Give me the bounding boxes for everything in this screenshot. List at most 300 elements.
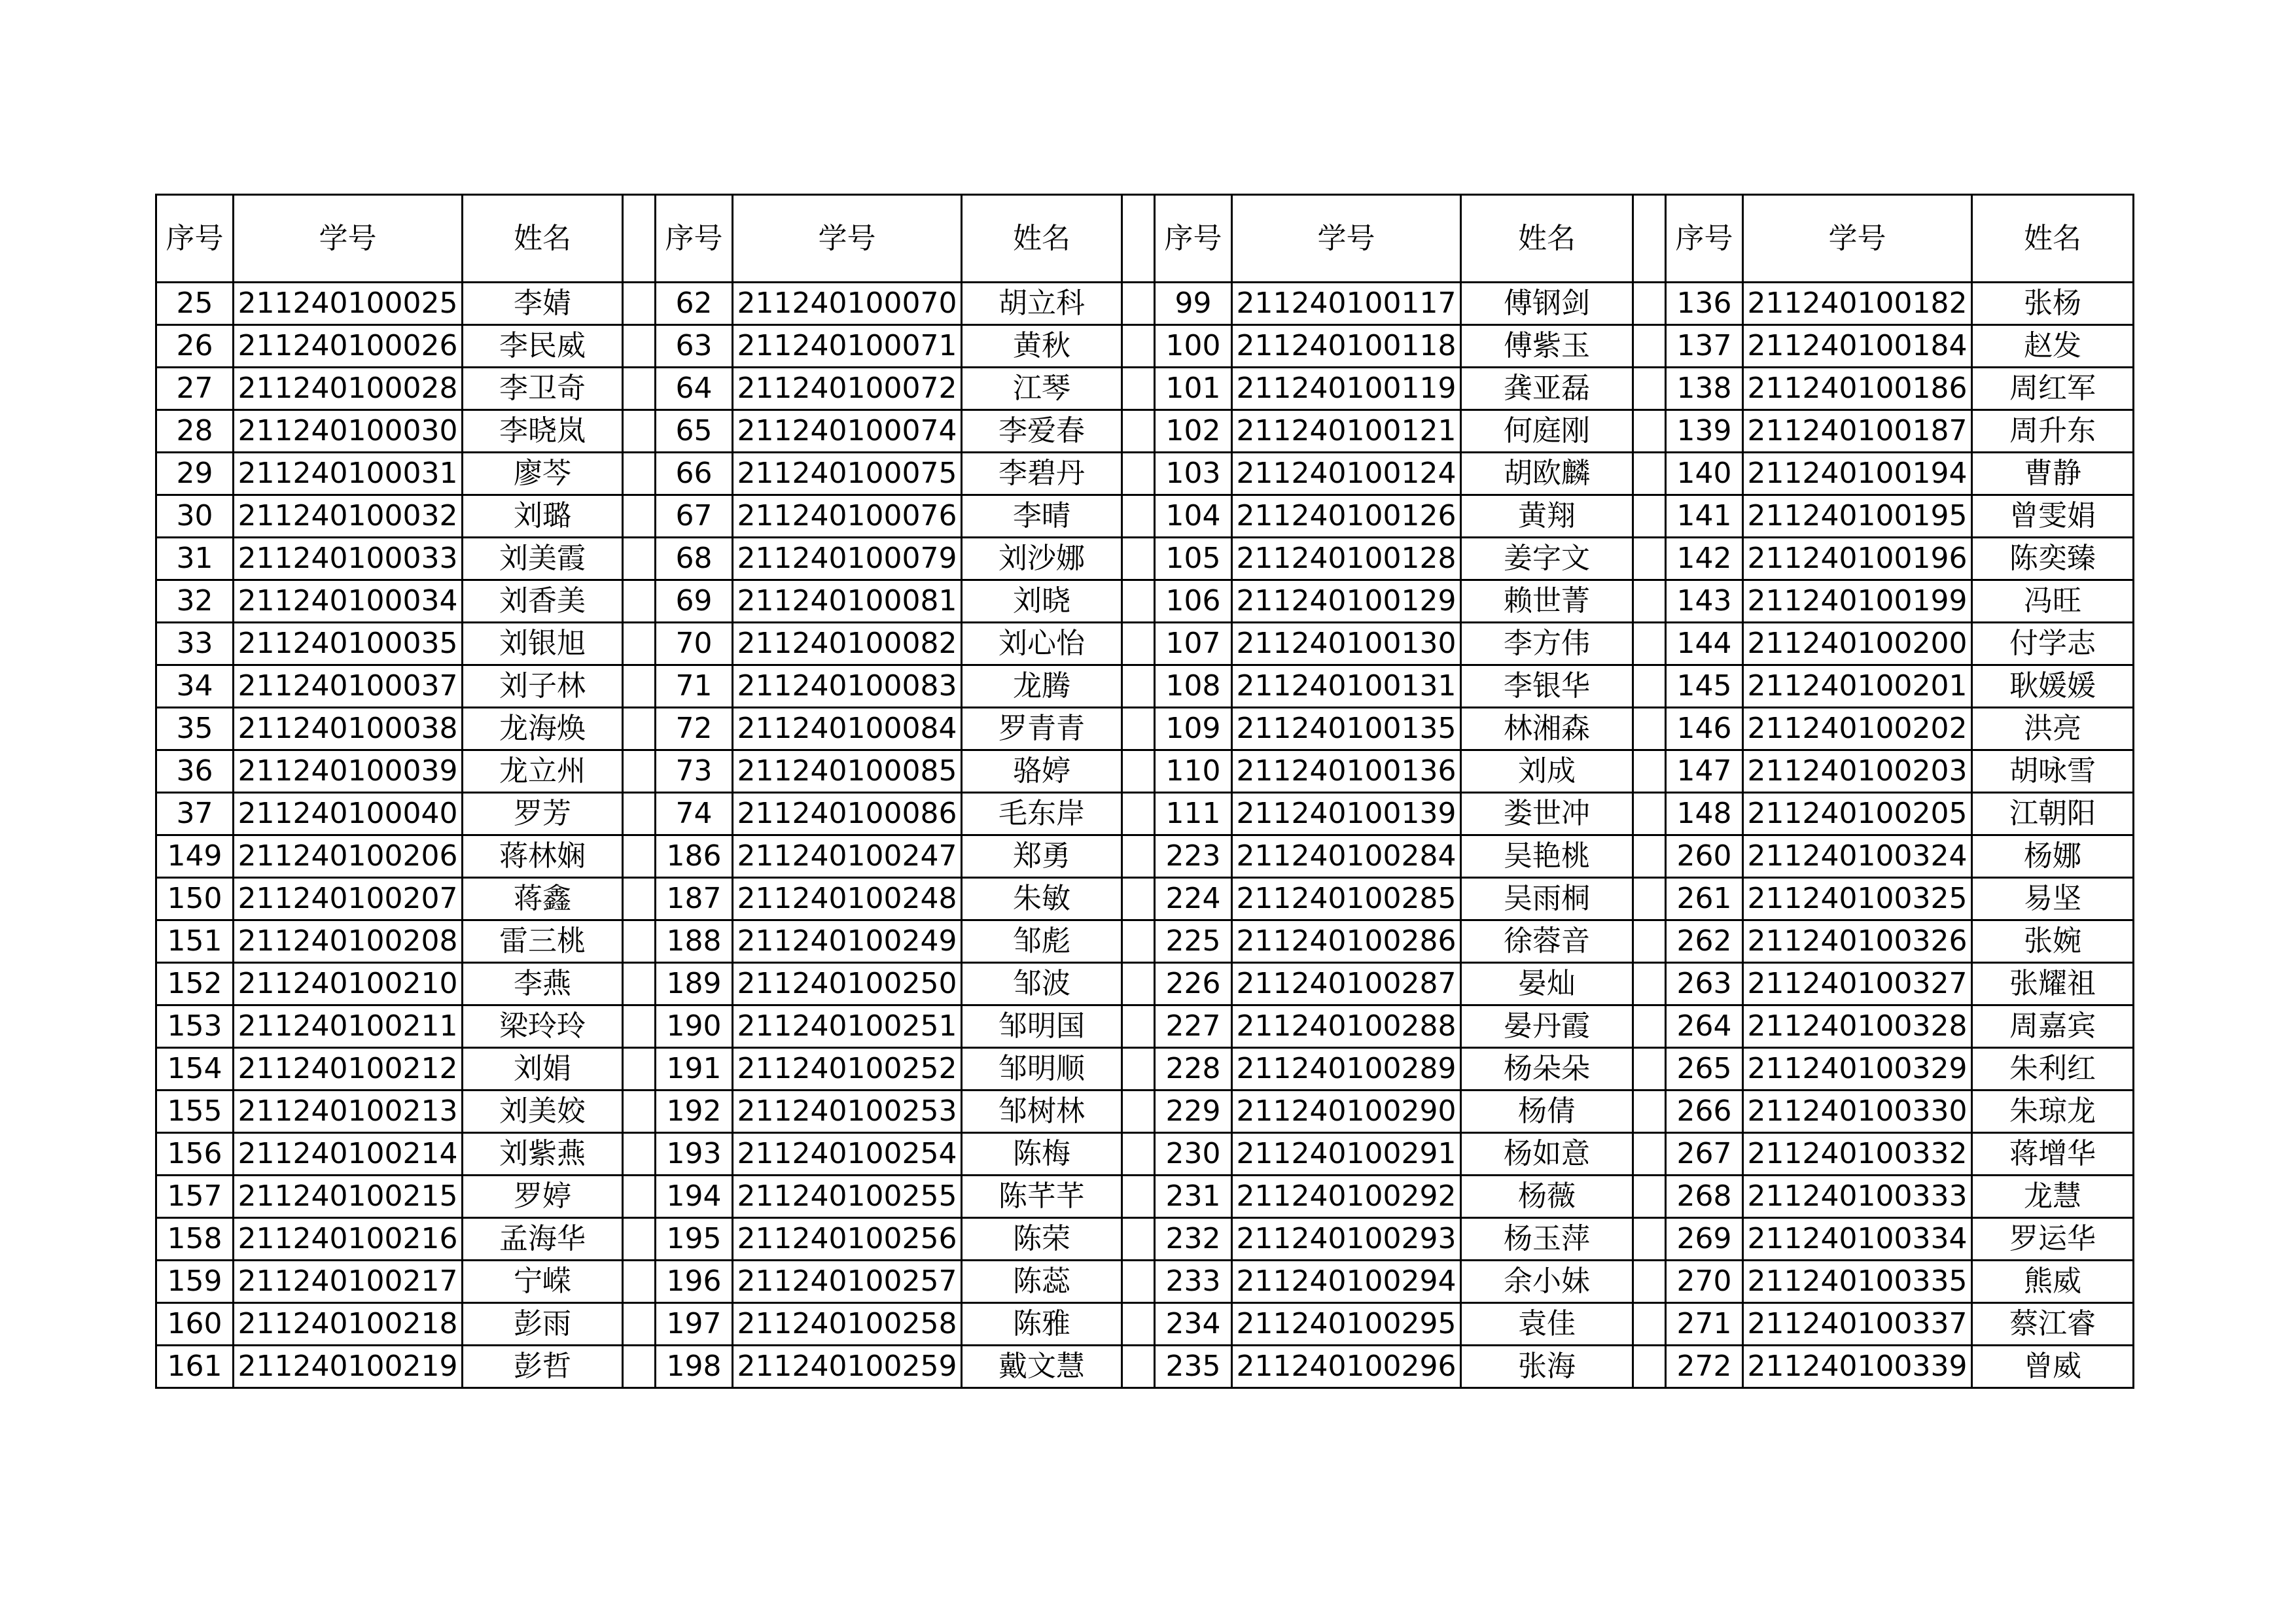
column-gap bbox=[1633, 708, 1666, 750]
column-gap bbox=[623, 368, 656, 410]
name-cell: 刘心怡 bbox=[962, 623, 1122, 665]
student-id-cell: 211240100037 bbox=[234, 665, 463, 708]
column-gap bbox=[623, 1133, 656, 1176]
column-gap bbox=[1633, 368, 1666, 410]
name-cell: 洪亮 bbox=[1972, 708, 2134, 750]
name-cell: 彭雨 bbox=[463, 1303, 623, 1346]
seq-cell: 145 bbox=[1666, 665, 1743, 708]
student-id-cell: 211240100294 bbox=[1232, 1261, 1461, 1303]
column-gap bbox=[1122, 495, 1155, 538]
name-cell: 李碧丹 bbox=[962, 453, 1122, 495]
seq-cell: 33 bbox=[156, 623, 234, 665]
name-cell: 刘娟 bbox=[463, 1048, 623, 1091]
name-cell: 林湘森 bbox=[1461, 708, 1633, 750]
column-gap bbox=[623, 1005, 656, 1048]
table-row bbox=[156, 410, 2134, 453]
student-id-cell: 211240100032 bbox=[234, 495, 463, 538]
column-gap bbox=[1122, 410, 1155, 453]
seq-cell: 25 bbox=[156, 283, 234, 325]
seq-cell: 233 bbox=[1155, 1261, 1232, 1303]
name-cell: 陈荣 bbox=[962, 1218, 1122, 1261]
name-cell: 刘沙娜 bbox=[962, 538, 1122, 580]
seq-cell: 192 bbox=[656, 1091, 733, 1133]
name-cell: 雷三桃 bbox=[463, 920, 623, 963]
seq-cell: 159 bbox=[156, 1261, 234, 1303]
name-cell: 邹波 bbox=[962, 963, 1122, 1005]
seq-cell: 32 bbox=[156, 580, 234, 623]
student-id-cell: 211240100031 bbox=[234, 453, 463, 495]
column-gap bbox=[1633, 623, 1666, 665]
name-cell: 晏灿 bbox=[1461, 963, 1633, 1005]
student-id-cell: 211240100289 bbox=[1232, 1048, 1461, 1091]
student-id-cell: 211240100130 bbox=[1232, 623, 1461, 665]
seq-cell: 197 bbox=[656, 1303, 733, 1346]
seq-cell: 137 bbox=[1666, 325, 1743, 368]
seq-cell: 70 bbox=[656, 623, 733, 665]
student-id-header: 学号 bbox=[1743, 195, 1972, 283]
column-gap bbox=[1633, 750, 1666, 793]
name-header: 姓名 bbox=[463, 195, 623, 283]
name-cell: 傅紫玉 bbox=[1461, 325, 1633, 368]
column-gap bbox=[1122, 1346, 1155, 1388]
seq-cell: 260 bbox=[1666, 835, 1743, 878]
seq-cell: 190 bbox=[656, 1005, 733, 1048]
column-gap bbox=[1633, 1005, 1666, 1048]
seq-cell: 36 bbox=[156, 750, 234, 793]
name-cell: 张海 bbox=[1461, 1346, 1633, 1388]
seq-cell: 71 bbox=[656, 665, 733, 708]
column-gap bbox=[1122, 283, 1155, 325]
name-cell: 周红军 bbox=[1972, 368, 2134, 410]
student-id-cell: 211240100293 bbox=[1232, 1218, 1461, 1261]
name-cell: 胡欧麟 bbox=[1461, 453, 1633, 495]
name-cell: 刘香美 bbox=[463, 580, 623, 623]
column-gap bbox=[1633, 538, 1666, 580]
table-row bbox=[156, 708, 2134, 750]
name-cell: 张耀祖 bbox=[1972, 963, 2134, 1005]
student-id-cell: 211240100292 bbox=[1232, 1176, 1461, 1218]
student-id-cell: 211240100284 bbox=[1232, 835, 1461, 878]
column-gap bbox=[1122, 453, 1155, 495]
student-id-cell: 211240100207 bbox=[234, 878, 463, 920]
name-cell: 杨玉萍 bbox=[1461, 1218, 1633, 1261]
student-id-cell: 211240100117 bbox=[1232, 283, 1461, 325]
column-gap bbox=[1122, 1218, 1155, 1261]
name-cell: 曾雯娟 bbox=[1972, 495, 2134, 538]
seq-cell: 226 bbox=[1155, 963, 1232, 1005]
name-cell: 罗运华 bbox=[1972, 1218, 2134, 1261]
student-id-header: 学号 bbox=[733, 195, 962, 283]
name-cell: 李卫奇 bbox=[463, 368, 623, 410]
column-gap bbox=[1122, 1133, 1155, 1176]
column-gap bbox=[1633, 1133, 1666, 1176]
student-id-cell: 211240100083 bbox=[733, 665, 962, 708]
seq-cell: 193 bbox=[656, 1133, 733, 1176]
student-id-cell: 211240100211 bbox=[234, 1005, 463, 1048]
table-row bbox=[156, 453, 2134, 495]
seq-cell: 232 bbox=[1155, 1218, 1232, 1261]
table-row bbox=[156, 963, 2134, 1005]
name-cell: 邹树林 bbox=[962, 1091, 1122, 1133]
column-gap bbox=[623, 195, 656, 283]
seq-cell: 191 bbox=[656, 1048, 733, 1091]
table-row bbox=[156, 920, 2134, 963]
column-gap bbox=[623, 835, 656, 878]
seq-cell: 225 bbox=[1155, 920, 1232, 963]
column-gap bbox=[1633, 1176, 1666, 1218]
name-cell: 陈梅 bbox=[962, 1133, 1122, 1176]
column-gap bbox=[623, 1176, 656, 1218]
student-id-cell: 211240100182 bbox=[1743, 283, 1972, 325]
column-gap bbox=[1122, 878, 1155, 920]
column-gap bbox=[623, 1346, 656, 1388]
name-cell: 龙海焕 bbox=[463, 708, 623, 750]
seq-cell: 272 bbox=[1666, 1346, 1743, 1388]
student-id-cell: 211240100254 bbox=[733, 1133, 962, 1176]
roster-body bbox=[156, 283, 2134, 1388]
student-id-cell: 211240100247 bbox=[733, 835, 962, 878]
student-id-cell: 211240100325 bbox=[1743, 878, 1972, 920]
seq-cell: 102 bbox=[1155, 410, 1232, 453]
column-gap bbox=[623, 708, 656, 750]
seq-cell: 26 bbox=[156, 325, 234, 368]
student-id-cell: 211240100286 bbox=[1232, 920, 1461, 963]
seq-cell: 147 bbox=[1666, 750, 1743, 793]
column-gap bbox=[1633, 410, 1666, 453]
seq-cell: 109 bbox=[1155, 708, 1232, 750]
seq-cell: 67 bbox=[656, 495, 733, 538]
table-row bbox=[156, 1346, 2134, 1388]
name-header: 姓名 bbox=[962, 195, 1122, 283]
name-cell: 李民威 bbox=[463, 325, 623, 368]
seq-cell: 139 bbox=[1666, 410, 1743, 453]
name-cell: 黄翔 bbox=[1461, 495, 1633, 538]
name-cell: 周嘉宾 bbox=[1972, 1005, 2134, 1048]
column-gap bbox=[1633, 283, 1666, 325]
column-gap bbox=[623, 623, 656, 665]
table-row bbox=[156, 878, 2134, 920]
column-gap bbox=[623, 325, 656, 368]
student-id-cell: 211240100187 bbox=[1743, 410, 1972, 453]
column-gap bbox=[1122, 580, 1155, 623]
name-cell: 袁佳 bbox=[1461, 1303, 1633, 1346]
seq-cell: 103 bbox=[1155, 453, 1232, 495]
seq-cell: 266 bbox=[1666, 1091, 1743, 1133]
name-cell: 蔡江睿 bbox=[1972, 1303, 2134, 1346]
seq-cell: 108 bbox=[1155, 665, 1232, 708]
seq-header: 序号 bbox=[1666, 195, 1743, 283]
column-gap bbox=[1122, 1303, 1155, 1346]
student-id-cell: 211240100074 bbox=[733, 410, 962, 453]
student-id-cell: 211240100290 bbox=[1232, 1091, 1461, 1133]
name-cell: 李方伟 bbox=[1461, 623, 1633, 665]
seq-cell: 231 bbox=[1155, 1176, 1232, 1218]
seq-cell: 143 bbox=[1666, 580, 1743, 623]
seq-cell: 194 bbox=[656, 1176, 733, 1218]
seq-cell: 63 bbox=[656, 325, 733, 368]
column-gap bbox=[623, 453, 656, 495]
column-gap bbox=[1633, 1218, 1666, 1261]
table-row bbox=[156, 793, 2134, 835]
seq-cell: 146 bbox=[1666, 708, 1743, 750]
seq-cell: 64 bbox=[656, 368, 733, 410]
name-cell: 杨薇 bbox=[1461, 1176, 1633, 1218]
name-cell: 朱琼龙 bbox=[1972, 1091, 2134, 1133]
name-cell: 邹明顺 bbox=[962, 1048, 1122, 1091]
name-cell: 李晓岚 bbox=[463, 410, 623, 453]
student-id-cell: 211240100196 bbox=[1743, 538, 1972, 580]
student-id-cell: 211240100186 bbox=[1743, 368, 1972, 410]
column-gap bbox=[1633, 1261, 1666, 1303]
name-cell: 李爱春 bbox=[962, 410, 1122, 453]
table-row bbox=[156, 580, 2134, 623]
student-id-cell: 211240100076 bbox=[733, 495, 962, 538]
student-id-cell: 211240100252 bbox=[733, 1048, 962, 1091]
seq-cell: 271 bbox=[1666, 1303, 1743, 1346]
seq-cell: 66 bbox=[656, 453, 733, 495]
column-gap bbox=[1633, 1346, 1666, 1388]
seq-cell: 235 bbox=[1155, 1346, 1232, 1388]
name-cell: 刘璐 bbox=[463, 495, 623, 538]
name-cell: 熊威 bbox=[1972, 1261, 2134, 1303]
name-cell: 耿媛媛 bbox=[1972, 665, 2134, 708]
column-gap bbox=[1633, 195, 1666, 283]
table-row bbox=[156, 1048, 2134, 1091]
column-gap bbox=[1122, 1005, 1155, 1048]
student-id-cell: 211240100330 bbox=[1743, 1091, 1972, 1133]
student-id-cell: 211240100121 bbox=[1232, 410, 1461, 453]
column-gap bbox=[1633, 920, 1666, 963]
name-cell: 骆婷 bbox=[962, 750, 1122, 793]
student-id-header: 学号 bbox=[234, 195, 463, 283]
student-id-cell: 211240100335 bbox=[1743, 1261, 1972, 1303]
name-cell: 龙腾 bbox=[962, 665, 1122, 708]
student-id-cell: 211240100327 bbox=[1743, 963, 1972, 1005]
name-cell: 刘美姣 bbox=[463, 1091, 623, 1133]
name-cell: 龙慧 bbox=[1972, 1176, 2134, 1218]
seq-cell: 230 bbox=[1155, 1133, 1232, 1176]
student-id-cell: 211240100118 bbox=[1232, 325, 1461, 368]
name-cell: 罗青青 bbox=[962, 708, 1122, 750]
name-cell: 赖世菁 bbox=[1461, 580, 1633, 623]
name-cell: 曾威 bbox=[1972, 1346, 2134, 1388]
seq-cell: 72 bbox=[656, 708, 733, 750]
name-cell: 陈蕊 bbox=[962, 1261, 1122, 1303]
seq-cell: 73 bbox=[656, 750, 733, 793]
table-row bbox=[156, 1261, 2134, 1303]
seq-cell: 107 bbox=[1155, 623, 1232, 665]
name-cell: 李婧 bbox=[463, 283, 623, 325]
name-cell: 李晴 bbox=[962, 495, 1122, 538]
seq-cell: 31 bbox=[156, 538, 234, 580]
column-gap bbox=[1122, 195, 1155, 283]
name-cell: 徐蓉音 bbox=[1461, 920, 1633, 963]
student-id-cell: 211240100217 bbox=[234, 1261, 463, 1303]
column-gap bbox=[1122, 665, 1155, 708]
column-gap bbox=[623, 1048, 656, 1091]
table-row bbox=[156, 623, 2134, 665]
name-cell: 戴文慧 bbox=[962, 1346, 1122, 1388]
seq-cell: 160 bbox=[156, 1303, 234, 1346]
name-cell: 蒋林娴 bbox=[463, 835, 623, 878]
seq-cell: 68 bbox=[656, 538, 733, 580]
seq-cell: 155 bbox=[156, 1091, 234, 1133]
table-row bbox=[156, 1218, 2134, 1261]
name-cell: 江朝阳 bbox=[1972, 793, 2134, 835]
seq-cell: 29 bbox=[156, 453, 234, 495]
name-cell: 杨倩 bbox=[1461, 1091, 1633, 1133]
student-id-cell: 211240100129 bbox=[1232, 580, 1461, 623]
seq-cell: 62 bbox=[656, 283, 733, 325]
name-cell: 余小妹 bbox=[1461, 1261, 1633, 1303]
name-cell: 胡立科 bbox=[962, 283, 1122, 325]
seq-cell: 144 bbox=[1666, 623, 1743, 665]
name-cell: 冯旺 bbox=[1972, 580, 2134, 623]
student-id-cell: 211240100288 bbox=[1232, 1005, 1461, 1048]
student-id-cell: 211240100251 bbox=[733, 1005, 962, 1048]
name-cell: 刘晓 bbox=[962, 580, 1122, 623]
column-gap bbox=[623, 1303, 656, 1346]
student-roster-table bbox=[155, 194, 2134, 1389]
student-id-cell: 211240100195 bbox=[1743, 495, 1972, 538]
name-cell: 杨娜 bbox=[1972, 835, 2134, 878]
student-id-cell: 211240100253 bbox=[733, 1091, 962, 1133]
seq-cell: 198 bbox=[656, 1346, 733, 1388]
seq-cell: 264 bbox=[1666, 1005, 1743, 1048]
student-id-cell: 211240100339 bbox=[1743, 1346, 1972, 1388]
student-id-cell: 211240100040 bbox=[234, 793, 463, 835]
name-header: 姓名 bbox=[1461, 195, 1633, 283]
name-cell: 朱利红 bbox=[1972, 1048, 2134, 1091]
student-id-cell: 211240100210 bbox=[234, 963, 463, 1005]
name-cell: 邹彪 bbox=[962, 920, 1122, 963]
student-id-cell: 211240100212 bbox=[234, 1048, 463, 1091]
column-gap bbox=[1633, 963, 1666, 1005]
seq-cell: 148 bbox=[1666, 793, 1743, 835]
column-gap bbox=[623, 920, 656, 963]
seq-cell: 224 bbox=[1155, 878, 1232, 920]
student-id-cell: 211240100329 bbox=[1743, 1048, 1972, 1091]
name-cell: 江琴 bbox=[962, 368, 1122, 410]
table-row bbox=[156, 325, 2134, 368]
column-gap bbox=[623, 665, 656, 708]
name-cell: 郑勇 bbox=[962, 835, 1122, 878]
table-row bbox=[156, 835, 2134, 878]
column-gap bbox=[1633, 835, 1666, 878]
column-gap bbox=[623, 878, 656, 920]
seq-cell: 161 bbox=[156, 1346, 234, 1388]
name-cell: 付学志 bbox=[1972, 623, 2134, 665]
column-gap bbox=[1633, 793, 1666, 835]
student-id-cell: 211240100203 bbox=[1743, 750, 1972, 793]
student-id-cell: 211240100072 bbox=[733, 368, 962, 410]
column-gap bbox=[623, 750, 656, 793]
name-cell: 邹明国 bbox=[962, 1005, 1122, 1048]
name-cell: 刘银旭 bbox=[463, 623, 623, 665]
seq-cell: 269 bbox=[1666, 1218, 1743, 1261]
seq-cell: 154 bbox=[156, 1048, 234, 1091]
student-id-cell: 211240100248 bbox=[733, 878, 962, 920]
student-id-cell: 211240100285 bbox=[1232, 878, 1461, 920]
seq-cell: 187 bbox=[656, 878, 733, 920]
student-id-cell: 211240100028 bbox=[234, 368, 463, 410]
column-gap bbox=[623, 580, 656, 623]
seq-cell: 101 bbox=[1155, 368, 1232, 410]
seq-cell: 270 bbox=[1666, 1261, 1743, 1303]
seq-cell: 37 bbox=[156, 793, 234, 835]
name-cell: 宁嵘 bbox=[463, 1261, 623, 1303]
name-cell: 傅钢剑 bbox=[1461, 283, 1633, 325]
seq-cell: 265 bbox=[1666, 1048, 1743, 1091]
name-cell: 李银华 bbox=[1461, 665, 1633, 708]
student-id-cell: 211240100215 bbox=[234, 1176, 463, 1218]
name-cell: 龚亚磊 bbox=[1461, 368, 1633, 410]
student-id-cell: 211240100079 bbox=[733, 538, 962, 580]
seq-cell: 150 bbox=[156, 878, 234, 920]
student-id-cell: 211240100075 bbox=[733, 453, 962, 495]
seq-cell: 229 bbox=[1155, 1091, 1232, 1133]
student-id-cell: 211240100337 bbox=[1743, 1303, 1972, 1346]
column-gap bbox=[623, 538, 656, 580]
student-id-cell: 211240100135 bbox=[1232, 708, 1461, 750]
student-id-cell: 211240100033 bbox=[234, 538, 463, 580]
name-cell: 黄秋 bbox=[962, 325, 1122, 368]
seq-cell: 100 bbox=[1155, 325, 1232, 368]
seq-cell: 149 bbox=[156, 835, 234, 878]
column-gap bbox=[1633, 453, 1666, 495]
table-row bbox=[156, 538, 2134, 580]
name-cell: 娄世冲 bbox=[1461, 793, 1633, 835]
student-id-cell: 211240100205 bbox=[1743, 793, 1972, 835]
seq-cell: 228 bbox=[1155, 1048, 1232, 1091]
student-id-cell: 211240100039 bbox=[234, 750, 463, 793]
name-cell: 彭哲 bbox=[463, 1346, 623, 1388]
name-cell: 罗婷 bbox=[463, 1176, 623, 1218]
student-id-cell: 211240100131 bbox=[1232, 665, 1461, 708]
column-gap bbox=[1122, 623, 1155, 665]
seq-cell: 34 bbox=[156, 665, 234, 708]
seq-cell: 74 bbox=[656, 793, 733, 835]
student-id-cell: 211240100328 bbox=[1743, 1005, 1972, 1048]
seq-cell: 69 bbox=[656, 580, 733, 623]
column-gap bbox=[1122, 1261, 1155, 1303]
student-id-cell: 211240100259 bbox=[733, 1346, 962, 1388]
seq-cell: 261 bbox=[1666, 878, 1743, 920]
column-gap bbox=[623, 410, 656, 453]
name-cell: 毛东岸 bbox=[962, 793, 1122, 835]
name-cell: 晏丹霞 bbox=[1461, 1005, 1633, 1048]
seq-cell: 138 bbox=[1666, 368, 1743, 410]
student-id-cell: 211240100200 bbox=[1743, 623, 1972, 665]
student-id-cell: 211240100218 bbox=[234, 1303, 463, 1346]
name-cell: 曹静 bbox=[1972, 453, 2134, 495]
name-cell: 吴雨桐 bbox=[1461, 878, 1633, 920]
seq-cell: 189 bbox=[656, 963, 733, 1005]
student-id-cell: 211240100126 bbox=[1232, 495, 1461, 538]
name-cell: 张杨 bbox=[1972, 283, 2134, 325]
column-gap bbox=[1122, 793, 1155, 835]
seq-cell: 157 bbox=[156, 1176, 234, 1218]
seq-cell: 99 bbox=[1155, 283, 1232, 325]
student-id-cell: 211240100287 bbox=[1232, 963, 1461, 1005]
student-id-cell: 211240100208 bbox=[234, 920, 463, 963]
seq-cell: 140 bbox=[1666, 453, 1743, 495]
name-cell: 罗芳 bbox=[463, 793, 623, 835]
student-id-cell: 211240100038 bbox=[234, 708, 463, 750]
seq-header: 序号 bbox=[1155, 195, 1232, 283]
column-gap bbox=[1122, 708, 1155, 750]
student-id-cell: 211240100071 bbox=[733, 325, 962, 368]
